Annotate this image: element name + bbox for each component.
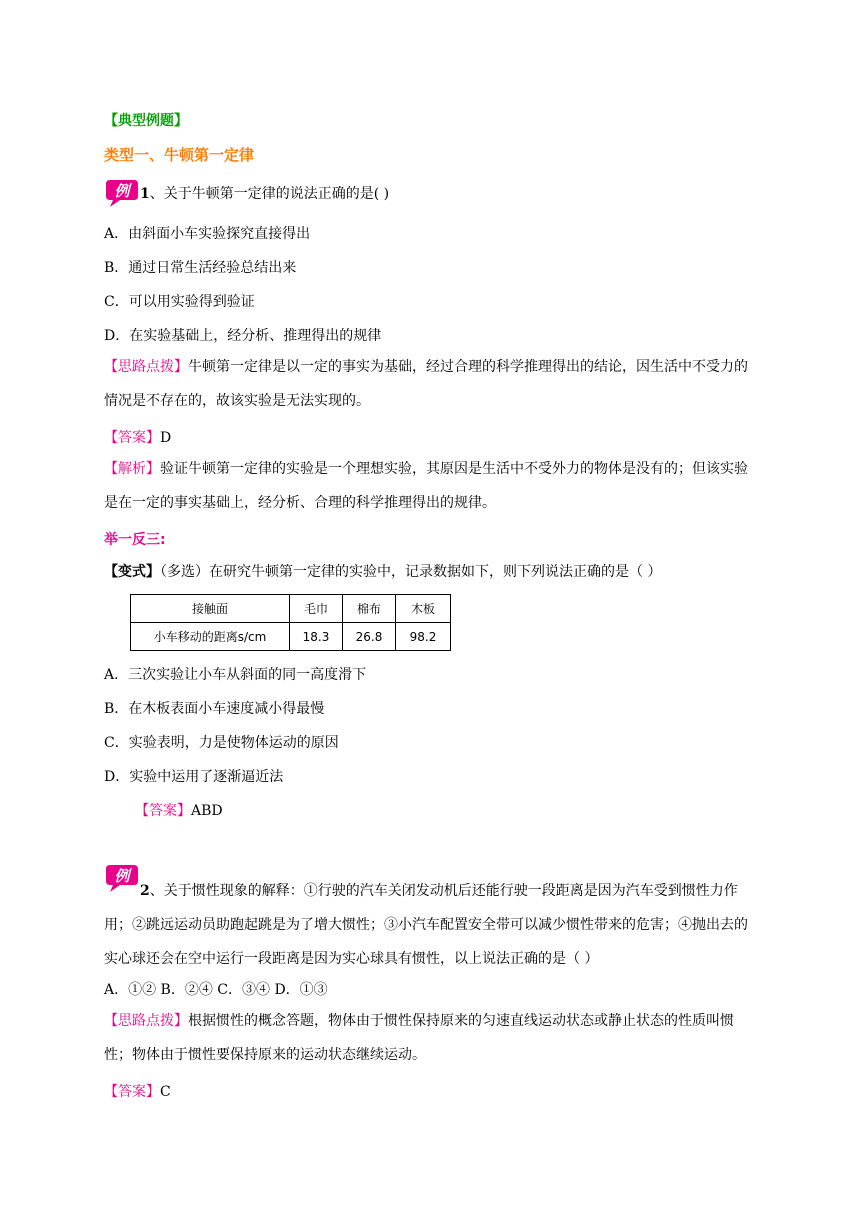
variant-option-c: C．实验表明，力是使物体运动的原因 <box>104 735 339 751</box>
hint-text: 根据惯性的概念答题，物体由于惯性保持原来的匀速直线运动状态或静止状态的性质叫惯性；物体由于惯性要保持原来的运动状态继续运动。 <box>104 1013 734 1063</box>
table-header-cell: 棉布 <box>343 595 396 623</box>
variant-answer <box>135 800 223 820</box>
hint-label: 【思路点拨】 <box>104 1013 188 1029</box>
analysis-label: 【解析】 <box>104 461 160 477</box>
hint-label: 【思路点拨】 <box>104 359 188 375</box>
example1-option-a: A．由斜面小车实验探究直接得出 <box>104 226 311 242</box>
variant-label: 【变式】 <box>104 564 160 580</box>
table-header-cell: 木板 <box>396 595 451 623</box>
type-title: 类型一、牛顿第一定律 <box>104 146 255 164</box>
table-header-cell: 毛巾 <box>290 595 343 623</box>
table-row-label: 小车移动的距离s/cm <box>131 623 290 651</box>
answer-label: 【答案】 <box>104 1084 160 1100</box>
example1-option-b: B．通过日常生活经验总结出来 <box>104 260 297 276</box>
section-heading: 【典型例题】 <box>104 113 188 129</box>
example1-question-text: 、关于牛顿第一定律的说法正确的是( ) <box>149 186 390 202</box>
example-badge-icon <box>104 176 140 208</box>
answer-value: D <box>160 430 172 446</box>
variant-text: （多选）在研究牛顿第一定律的实验中，记录数据如下，则下列说法正确的是（ ） <box>160 564 662 580</box>
example2-question-text: 、关于惯性现象的解释：①行驶的汽车关闭发动机后还能行驶一段距离是因为汽车受到惯性力作用；②跳远运动员助跑起跳是为了增大惯性；③小汽车配置安全带可以减少惯性带来的危害；④抛出去的实心球还会在空中运行一段距离是因为实心球具有惯性，以上说法正确的是（ ） <box>104 883 748 967</box>
example2-question <box>104 874 760 976</box>
practice-title: 举一反三: <box>104 532 166 548</box>
example1-number: 1 <box>140 186 150 202</box>
example1-answer <box>104 427 171 447</box>
answer-value: ABD <box>191 803 223 819</box>
badge-text: 例 <box>114 867 130 885</box>
table-cell: 26.8 <box>343 623 396 651</box>
example1-question <box>140 183 389 203</box>
answer-label: 【答案】 <box>135 803 191 819</box>
example2-hint <box>104 1004 760 1072</box>
variant-option-d: D．实验中运用了逐渐逼近法 <box>104 769 284 785</box>
table-cell: 98.2 <box>396 623 451 651</box>
example1-analysis <box>104 452 760 520</box>
data-table <box>130 594 451 651</box>
table-cell: 18.3 <box>290 623 343 651</box>
variant-option-b: B．在木板表面小车速度减小得最慢 <box>104 701 325 717</box>
example1-option-c: C．可以用实验得到验证 <box>104 294 255 310</box>
example2-number: 2 <box>140 883 150 899</box>
example2-answer <box>104 1081 171 1101</box>
hint-text: 牛顿第一定律是以一定的事实为基础，经过合理的科学推理得出的结论，因生活中不受力的情况是不存在的，故该实验是无法实现的。 <box>104 359 748 409</box>
example1-hint <box>104 350 760 418</box>
answer-label: 【答案】 <box>104 430 160 446</box>
table-row <box>131 623 451 651</box>
variant-option-a: A．三次实验让小车从斜面的同一高度滑下 <box>104 667 367 683</box>
answer-value: C <box>160 1084 171 1100</box>
badge-text: 例 <box>114 182 130 200</box>
analysis-text: 验证牛顿第一定律的实验是一个理想实验，其原因是生活中不受外力的物体是没有的；但该实验是在一定的事实基础上，经分析、合理的科学推理得出的规律。 <box>104 461 748 511</box>
table-header-row <box>131 595 451 623</box>
example2-options: A．①② B．②④ C．③④ D．①③ <box>104 982 328 998</box>
table-header-cell: 接触面 <box>131 595 290 623</box>
example1-option-d: D．在实验基础上，经分析、推理得出的规律 <box>104 328 382 344</box>
variant-question <box>104 561 661 581</box>
